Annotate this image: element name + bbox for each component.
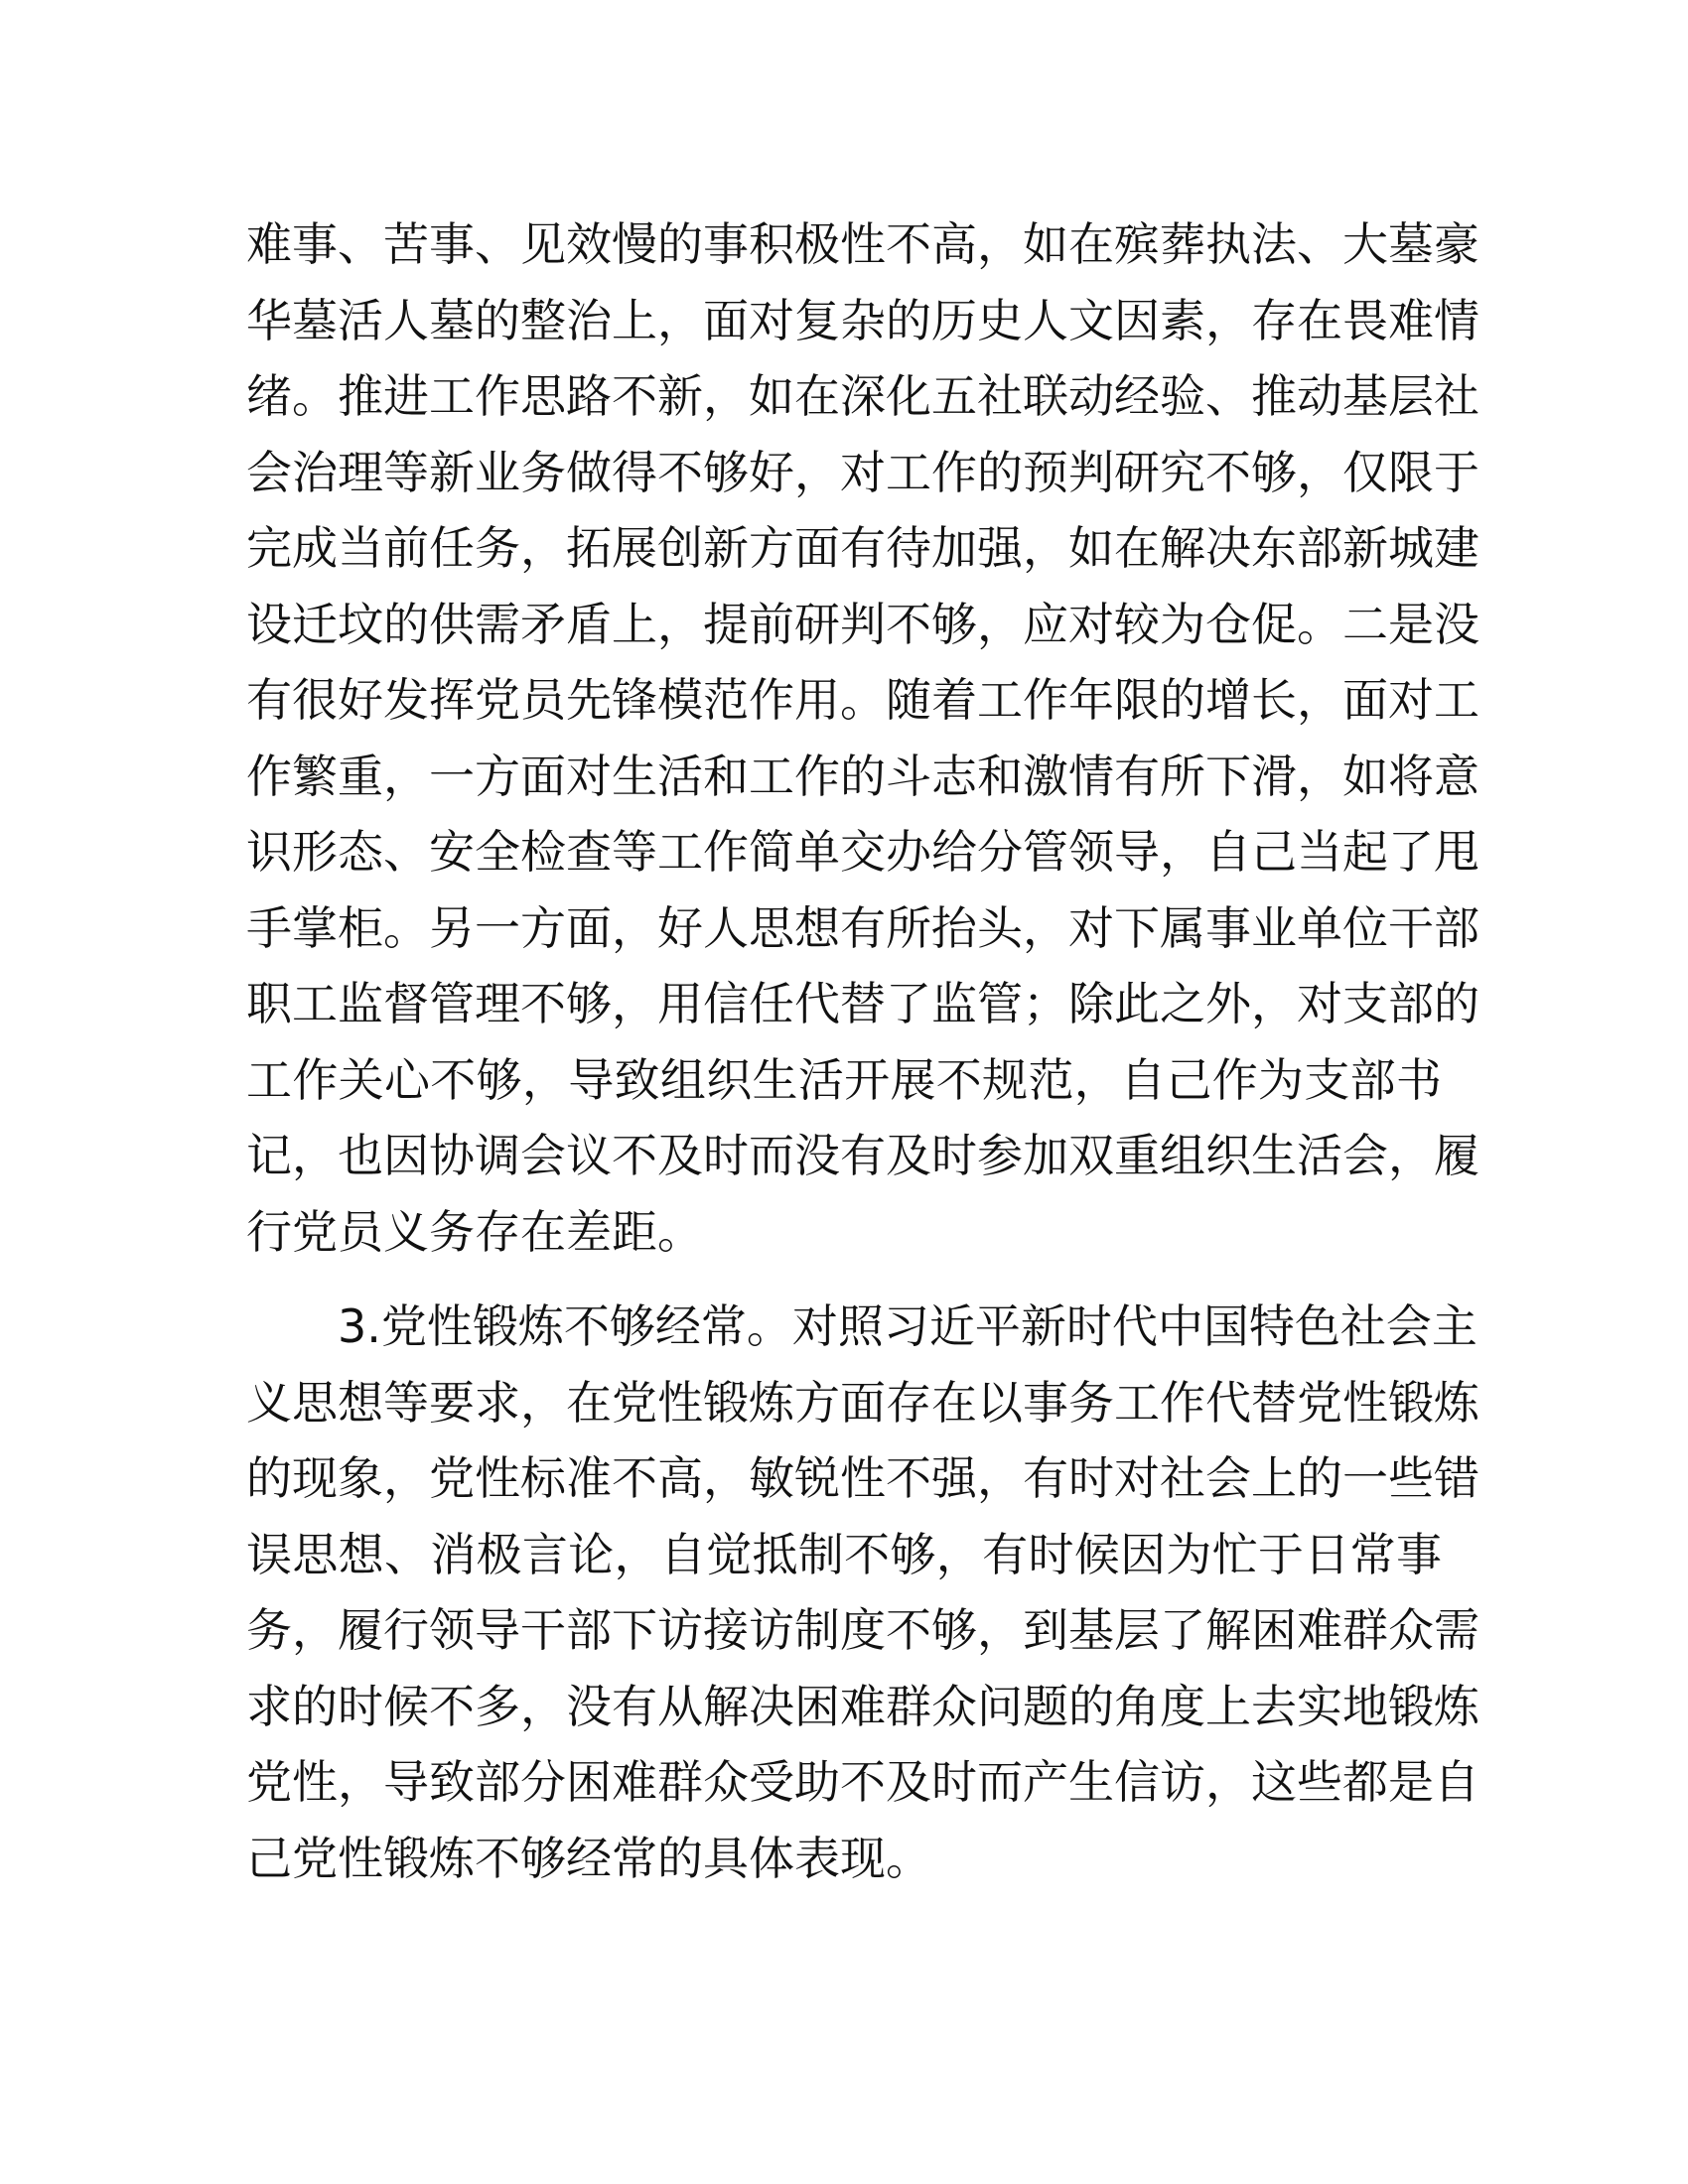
text-line: 求的时候不多，没有从解决困难群众问题的角度上去实地锻炼 [246,1679,1479,1733]
paragraph-2 [246,1289,1479,1896]
text-line: 完成当前任务，拓展创新方面有待加强，如在解决东部新城建 [246,521,1479,575]
text-line: 设迁坟的供需矛盾上，提前研判不够，应对较为仓促。二是没 [246,597,1479,651]
text-line: 行党员义务存在差距。 [246,1204,703,1259]
text-line: 党性，导致部分困难群众受助不及时而产生信访，这些都是自 [246,1755,1479,1809]
paragraph-1 [246,206,1479,1270]
text-line: 己党性锻炼不够经常的具体表现。 [246,1831,931,1885]
text-line: 误思想、消极言论，自觉抵制不够，有时候因为忙于日常事 [246,1527,1442,1581]
text-line: 工作关心不够，导致组织生活开展不规范，自己作为支部书 [246,1052,1442,1107]
text-line: 手掌柜。另一方面，好人思想有所抬头，对下属事业单位干部 [246,900,1479,955]
text-line: 绪。推进工作思路不新，如在深化五社联动经验、推动基层社 [246,369,1479,423]
body-text [246,206,1479,1896]
text-line: 会治理等新业务做得不够好，对工作的预判研究不够，仅限于 [246,445,1479,499]
text-line: 记，也因协调会议不及时而没有及时参加双重组织生活会，履 [246,1129,1479,1182]
text-line: 义思想等要求，在党性锻炼方面存在以事务工作代替党性锻炼 [246,1375,1479,1430]
text-line: 作繁重，一方面对生活和工作的斗志和激情有所下滑，如将意 [246,749,1479,803]
text-line: 有很好发挥党员先锋模范作用。随着工作年限的增长，面对工 [246,673,1479,727]
text-line: 的现象，党性标准不高，敏锐性不强，有时对社会上的一些错 [246,1451,1479,1505]
text-line: 3.党性锻炼不够经常。对照习近平新时代中国特色社会主 [246,1299,1477,1353]
text-line: 华墓活人墓的整治上，面对复杂的历史人文因素，存在畏难情 [246,293,1479,347]
text-line: 识形态、安全检查等工作简单交办给分管领导，自己当起了甩 [246,825,1479,879]
text-line: 难事、苦事、见效慢的事积极性不高，如在殡葬执法、大墓豪 [246,217,1479,271]
text-line: 务，履行领导干部下访接访制度不够，到基层了解困难群众需 [246,1603,1479,1657]
text-line: 职工监督管理不够，用信任代替了监管；除此之外，对支部的 [246,977,1479,1030]
